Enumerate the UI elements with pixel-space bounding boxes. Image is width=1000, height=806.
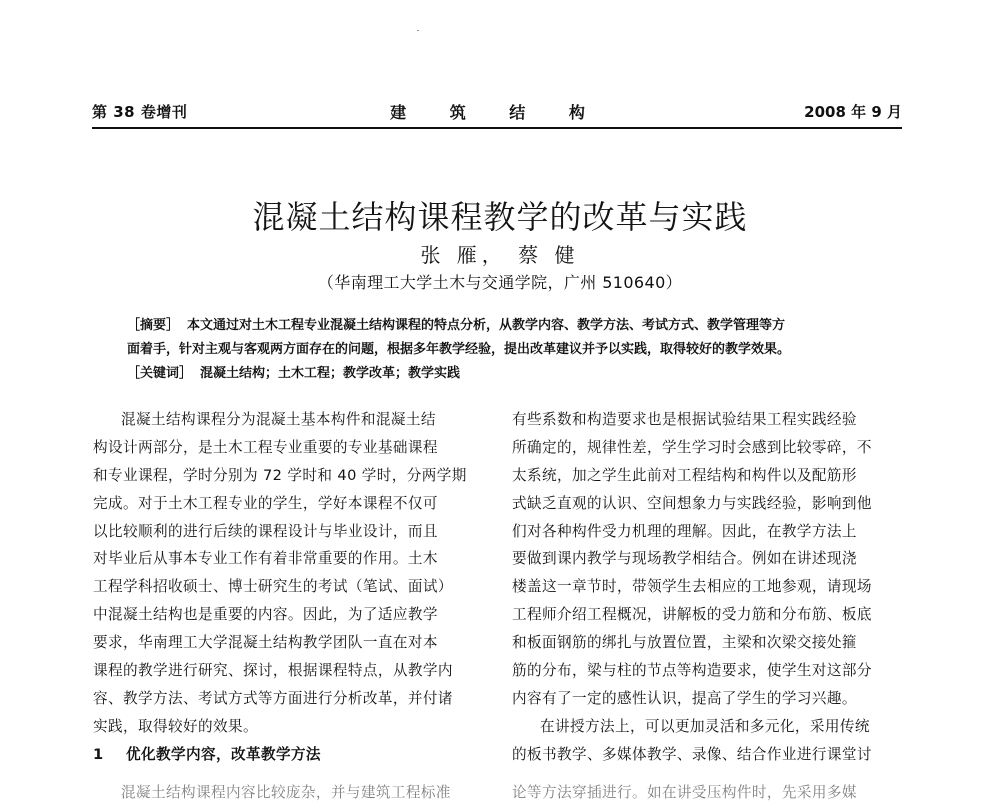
abstract-text-1: 本文通过对土木工程专业混凝土结构课程的特点分析，从教学内容、教学方法、考试方式、教学管理等方 xyxy=(187,318,786,333)
body-line: 要做到课内教学与现场教学相结合。例如在讲述现浇 xyxy=(512,550,857,568)
body-line: 和专业课程，学时分别为 72 学时和 40 学时，分两学期 xyxy=(93,466,467,484)
partially-cut-line: 混凝土结构课程内容比较庞杂，并与建筑工程标准 xyxy=(121,783,451,801)
body-line: 完成。对于土木工程专业的学生，学好本课程不仅可 xyxy=(93,494,438,512)
partially-cut-line: 论等方法穿插进行。如在讲受压构件时，先采用多媒 xyxy=(512,783,857,801)
body-line: 课程的教学进行研究、探讨，根据课程特点，从教学内 xyxy=(93,662,453,680)
keywords-line xyxy=(127,362,877,386)
keywords-text: 混凝土结构；土木工程；教学改革；教学实践 xyxy=(200,366,461,381)
body-line: 构设计两部分，是土木工程专业重要的专业基础课程 xyxy=(93,438,438,456)
section-number: 1 xyxy=(93,745,104,763)
body-line: 容、教学方法、考试方式等方面进行分析改革，并付诸 xyxy=(93,689,453,707)
section-heading xyxy=(93,741,490,769)
abstract-line-1 xyxy=(127,314,877,338)
body-line: 工程学科招收硕士、博士研究生的考试（笔试、面试） xyxy=(93,578,453,596)
issue-date: 2008 年 9 月 xyxy=(804,103,902,121)
body-line: 筋的分布，梁与柱的节点等构造要求，使学生对这部分 xyxy=(512,662,872,680)
body-line: 楼盖这一章节时，带领学生去相应的工地参观，请现场 xyxy=(512,578,872,596)
body-line: 太系统，加之学生此前对工程结构和构件以及配筋形 xyxy=(512,466,857,484)
affiliation: （华南理工大学土木与交通学院，广州 510640） xyxy=(317,273,683,292)
abstract-line-2: 面着手，针对主观与客观两方面存在的问题，根据多年教学经验，提出改革建议并予以实践，取得较好的教学效果。 xyxy=(127,342,791,357)
keywords-label: ［关键词］ xyxy=(127,366,193,381)
body-line: 要求，华南理工大学混凝土结构教学团队一直在对本 xyxy=(93,634,438,652)
body-line: 所确定的，规律性差，学生学习时会感到比较零碎，不 xyxy=(512,438,872,456)
body-line: 以比较顺利的进行后续的课程设计与毕业设计，而且 xyxy=(93,522,438,540)
body-line: 工程师介绍工程概况，讲解板的受力筋和分布筋、板底 xyxy=(512,606,872,624)
body-line: 对毕业后从事本专业工作有着非常重要的作用。土木 xyxy=(93,550,438,568)
left-text-column xyxy=(93,406,490,801)
body-line: 中混凝土结构也是重要的内容。因此，为了适应教学 xyxy=(93,606,438,624)
body-line: 有些系数和构造要求也是根据试验结果工程实践经验 xyxy=(512,411,857,428)
body-line: 实践，取得较好的效果。 xyxy=(93,717,258,735)
article-title: 混凝土结构课程教学的改革与实践 xyxy=(252,198,748,237)
body-line: 内容有了一定的感性认识，提高了学生的学习兴趣。 xyxy=(512,689,857,707)
body-line: 和板面钢筋的绑扎与放置位置，主梁和次梁交接处箍 xyxy=(512,634,857,652)
journal-volume: 第 38 卷增刊 xyxy=(92,103,188,121)
section-title: 优化教学内容，改革教学方法 xyxy=(126,745,321,763)
abstract-block xyxy=(127,314,877,386)
body-line: 的板书教学、多媒体教学、录像、结合作业进行课堂讨 xyxy=(512,745,872,763)
right-text-column xyxy=(512,406,912,801)
body-line: 式缺乏直观的认识、空间想象力与实践经验，影响到他 xyxy=(512,494,872,512)
journal-name: 建 筑 结 构 xyxy=(390,103,604,122)
body-line: 在讲授方法上，可以更加灵活和多元化，采用传统 xyxy=(540,717,870,735)
running-head xyxy=(92,96,902,129)
authors: 张 雁， 蔡 健 xyxy=(420,243,580,267)
abstract-label: ［摘要］ xyxy=(127,318,180,333)
body-line: 们对各种构件受力机理的理解。因此，在教学方法上 xyxy=(512,522,857,540)
scan-mark xyxy=(417,30,419,31)
body-line: 混凝土结构课程分为混凝土基本构件和混凝土结 xyxy=(121,411,436,428)
